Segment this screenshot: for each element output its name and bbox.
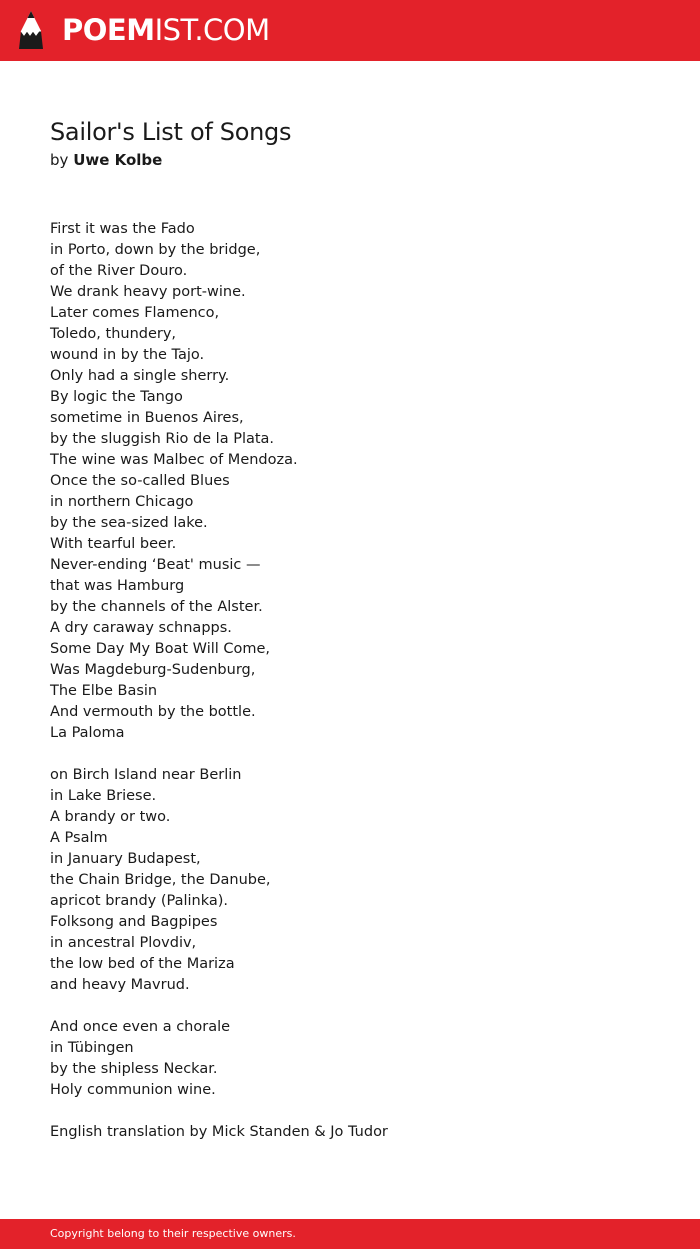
poem-line: The wine was Malbec of Mendoza.: [50, 452, 298, 468]
poem-body: [50, 219, 670, 1143]
poem-line: by the sea-sized lake.: [50, 515, 208, 531]
poem-line: of the River Douro.: [50, 263, 188, 279]
copyright-text: Copyright belong to their respective owners.: [50, 1227, 296, 1240]
poem-line: by the sluggish Rio de la Plata.: [50, 431, 275, 447]
brand-light-text: IST.COM: [154, 13, 270, 47]
site-header: [0, 0, 700, 61]
poem-line: Was Magdeburg-Sudenburg,: [50, 662, 256, 678]
poem-line: and heavy Mavrud.: [50, 977, 190, 993]
poem-line: wound in by the Tajo.: [50, 347, 205, 363]
poem-stanza: [50, 1017, 670, 1101]
poem-line: by the shipless Neckar.: [50, 1061, 218, 1077]
poem-line: A Psalm: [50, 830, 108, 846]
poem-line: And once even a chorale: [50, 1019, 231, 1035]
poem-line: We drank heavy port-wine.: [50, 284, 246, 300]
pencil-tip-icon[interactable]: [17, 9, 45, 51]
poem-line: in Tübingen: [50, 1040, 134, 1056]
poem-line: on Birch Island near Berlin: [50, 767, 242, 783]
poem-stanza: [50, 765, 670, 996]
by-label: by: [50, 151, 69, 169]
site-logo-link[interactable]: [62, 11, 270, 49]
poem-line: in Lake Briese.: [50, 788, 157, 804]
poem-heading: [50, 116, 670, 170]
site-footer: [0, 1219, 700, 1249]
poem-line: that was Hamburg: [50, 578, 185, 594]
poem-line: With tearful beer.: [50, 536, 177, 552]
poem-line: A dry caraway schnapps.: [50, 620, 232, 636]
poem-line: Toledo, thundery,: [50, 326, 177, 342]
author-name: Uwe Kolbe: [73, 151, 163, 169]
poem-line: Once the so-called Blues: [50, 473, 230, 489]
poem-line: by the channels of the Alster.: [50, 599, 263, 615]
poem-line: in ancestral Plovdiv,: [50, 935, 197, 951]
poem-line: Only had a single sherry.: [50, 368, 230, 384]
poem-line: Never-ending ‘Beat' music —: [50, 557, 261, 573]
poem-line: Some Day My Boat Will Come,: [50, 641, 271, 657]
poem-line: in northern Chicago: [50, 494, 194, 510]
poem-line: the Chain Bridge, the Danube,: [50, 872, 271, 888]
byline: [50, 150, 670, 170]
poem-line: First it was the Fado: [50, 221, 195, 237]
poem-line: Holy communion wine.: [50, 1082, 216, 1098]
poem-title: Sailor's List of Songs: [50, 118, 292, 146]
poem-line: in January Budapest,: [50, 851, 201, 867]
poem-line: apricot brandy (Palinka).: [50, 893, 229, 909]
poem-line: La Paloma: [50, 725, 125, 741]
poem-line: in Porto, down by the bridge,: [50, 242, 261, 258]
brand-bold-text: POEM: [62, 13, 155, 47]
poem-line: And vermouth by the bottle.: [50, 704, 256, 720]
translation-credit: English translation by Mick Standen & Jo Tudor: [50, 1124, 388, 1140]
poem-line: Later comes Flamenco,: [50, 305, 220, 321]
poem-line: the low bed of the Mariza: [50, 956, 235, 972]
poem-line: sometime in Buenos Aires,: [50, 410, 244, 426]
poem-line: By logic the Tango: [50, 389, 183, 405]
poem-stanza: [50, 219, 670, 744]
poem-line: A brandy or two.: [50, 809, 171, 825]
poem-line: Folksong and Bagpipes: [50, 914, 218, 930]
poem-line: The Elbe Basin: [50, 683, 158, 699]
